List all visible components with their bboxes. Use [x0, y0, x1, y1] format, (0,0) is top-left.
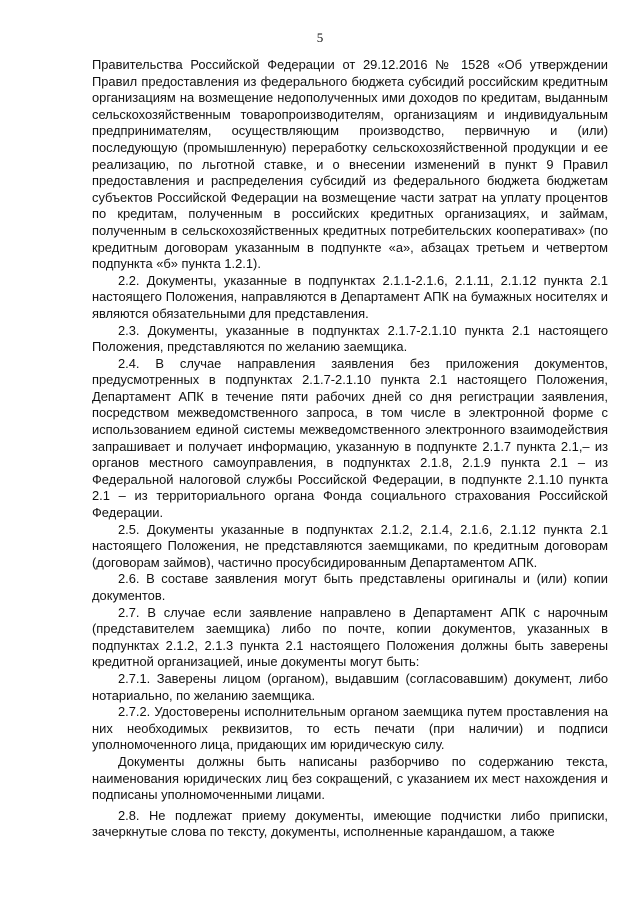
document-body — [92, 57, 608, 841]
paragraph-2-6: 2.6. В составе заявления могут быть представлены оригиналы и (или) копии документов. — [92, 571, 608, 603]
paragraph-2-7-2: 2.7.2. Удостоверены исполнительным органом заемщика путем проставления на них необходимых реквизитов, то есть печати (при наличии) и подписи уполномоченного лица, придающих им юридическую силу. — [92, 704, 608, 753]
paragraph-2-7: 2.7. В случае если заявление направлено в Департамент АПК с нарочным (представителем заемщика) либо по почте, копии документов, указанных в подпунктах 2.1.2, 2.1.3 пункта 2.1 настоящего Положения должны быть заверены кредитной организацией, иные документы могут быть: — [92, 604, 608, 670]
paragraph-documents-requirements: Документы должны быть написаны разборчиво по содержанию текста, наименования юридических лиц без сокращений, с указанием их мест нахождения и подписаны уполномоченными лицами. — [92, 753, 608, 803]
paragraph-2-7-1: 2.7.1. Заверены лицом (органом), выдавшим (согласовавшим) документ, либо нотариально, по желанию заемщика. — [92, 670, 608, 703]
paragraph-2-2: 2.2. Документы, указанные в подпунктах 2.1.1-2.1.6, 2.1.11, 2.1.12 пункта 2.1 настоящего Положения, направляются в Департамент АПК на бумажных носителях и являются обязательными для представления. — [92, 272, 608, 321]
paragraph-continuation: Правительства Российской Федерации от 29.12.2016 № 1528 «Об утверждении Правил предоставления из федерального бюджета субсидий российским кредитным организациям на возмещение недополученных ими доходов по кредитам, выданным сельскохозяйственным товаропроизводителям, организациям и индивидуальным предпринимателям, осуществляющим производство, первичную и (или) последующую (промышленную) переработку сельскохозяйственной продукции и ее реализацию, по льготной ставке, и о внесении изменений в пункт 9 Правил предоставления и распределения субсидий из федерального бюджета бюджетам субъектов Российской Федерации на возмещение части затрат на уплату процентов по кредитам, полученным в российских кредитных организациях, и займам, полученным в сельскохозяйственных кредитных потребительских кооперативах» (по кредитным договорам указанным в подпункте «а», абзацах третьем и четвертом подпункта «б» пункта 1.2.1). — [92, 57, 608, 272]
page-number: 5 — [316, 30, 324, 45]
paragraph-2-8: 2.8. Не подлежат приему документы, имеющие подчистки либо приписки, зачеркнутые слова по тексту, документы, исполненные карандашом, а также — [92, 807, 608, 840]
paragraph-2-4: 2.4. В случае направления заявления без приложения документов, предусмотренных в подпунктах 2.1.7-2.1.10 пункта 2.1 настоящего Положения, Департамент АПК в течение пяти рабочих дней со дня регистрации заявления, посредством межведомственного запроса, в том числе в электронной форме с использованием единой системы межведомственного электронного взаимодействия запрашивает и получает информацию, указанную в подпункте 2.1.7 пункта 2.1,– из органов местного самоуправления, в подпунктах 2.1.8, 2.1.9 пункта 2.1 – из Федеральной налоговой службы Российской Федерации, в подпункте 2.1.10 пункта 2.1 – из территориального органа Фонда социального страхования Российской Федерации. — [92, 355, 608, 521]
paragraph-2-3: 2.3. Документы, указанные в подпунктах 2.1.7-2.1.10 пункта 2.1 настоящего Положения, представляются по желанию заемщика. — [92, 322, 608, 355]
paragraph-2-5: 2.5. Документы указанные в подпунктах 2.1.2, 2.1.4, 2.1.6, 2.1.12 пункта 2.1 настоящего Положения, не представляются заемщиками, по кредитным договорам (договорам займов), частично просубсидированным Департаментом АПК. — [92, 521, 608, 570]
